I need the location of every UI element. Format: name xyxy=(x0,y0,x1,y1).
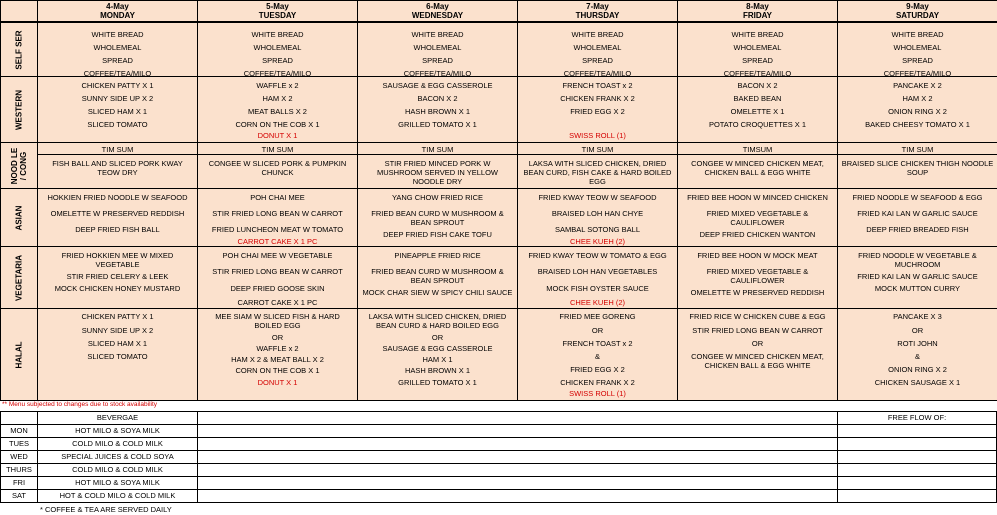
menu-item: DEEP FRIED FISH BALL xyxy=(75,225,160,234)
menu-item: WHITE BREAD xyxy=(251,30,304,39)
menu-item: TIMSUM xyxy=(742,145,773,154)
day-header-tuesday xyxy=(197,0,358,22)
menu-item: HAM X 2 xyxy=(262,94,293,103)
dessert-item: DONUT X 1 xyxy=(257,131,298,140)
menu-item: HASH BROWN X 1 xyxy=(404,366,470,375)
menu-cell xyxy=(677,22,838,77)
menu-item: SLICED TOMATO xyxy=(87,352,148,361)
menu-item: SPREAD xyxy=(902,56,933,65)
menu-item: CHICKEN PATTY X 1 xyxy=(81,312,154,321)
menu-item: OR xyxy=(431,333,444,342)
day-name: WEDNESDAY xyxy=(411,11,464,20)
menu-item: FRIED RICE W CHICKEN CUBE & EGG xyxy=(689,312,826,321)
beverage-footer: * COFFEE & TEA ARE SERVED DAILY xyxy=(40,505,172,514)
menu-cell xyxy=(837,246,997,309)
day-header-saturday xyxy=(837,0,997,22)
menu-cell xyxy=(837,188,997,247)
day-name: TUESDAY xyxy=(258,11,297,20)
menu-item: CORN ON THE COB X 1 xyxy=(235,366,320,375)
menu-cell xyxy=(357,22,518,77)
menu-item: LAKSA WITH SLICED CHICKEN, DRIED BEAN CURD & HARD BOILED EGG xyxy=(368,312,507,330)
menu-item: POH CHAI MEE xyxy=(250,193,305,202)
menu-item: WHITE BREAD xyxy=(891,30,944,39)
day-date: 5-May xyxy=(266,2,289,11)
tim-sum-divider xyxy=(38,154,197,155)
section-label-text: SELF SER xyxy=(14,29,24,70)
free-flow-cell xyxy=(837,424,997,438)
dessert-item: DONUT X 1 xyxy=(257,378,298,387)
menu-item: SPREAD xyxy=(742,56,773,65)
menu-cell xyxy=(517,142,678,189)
menu-item: HAM X 2 xyxy=(902,94,933,103)
menu-item: YANG CHOW FRIED RICE xyxy=(391,193,484,202)
day-date: 9-May xyxy=(906,2,929,11)
menu-item: WHOLEMEAL xyxy=(413,43,462,52)
menu-item: MOCK FISH OYSTER SAUCE xyxy=(546,284,649,293)
menu-item: STIR FRIED LONG BEAN W CARROT xyxy=(212,209,343,218)
menu-item: CONGEE W MINCED CHICKEN MEAT, CHICKEN BALL & EGG WHITE xyxy=(691,352,824,370)
dessert-item: SWISS ROLL (1) xyxy=(569,389,626,398)
menu-item: FRENCH TOAST x 2 xyxy=(562,81,633,90)
menu-item: COFFEE/TEA/MILO xyxy=(403,69,472,77)
menu-item: WHOLEMEAL xyxy=(93,43,142,52)
menu-cell xyxy=(197,188,358,247)
beverage-spacer xyxy=(197,437,838,451)
section-label-nood-le-cong xyxy=(0,142,38,189)
menu-cell xyxy=(677,142,838,189)
beverage-day: WED xyxy=(0,450,38,464)
menu-cell xyxy=(517,76,678,143)
dessert-item: CARROT CAKE X 1 PC xyxy=(237,237,318,246)
menu-item: SAMBAL SOTONG BALL xyxy=(554,225,641,234)
menu-cell xyxy=(357,246,518,309)
menu-item: ROTI JOHN xyxy=(897,339,938,348)
beverage-drink: HOT & COLD MILO & COLD MILK xyxy=(37,489,198,503)
menu-item: OR xyxy=(911,326,924,335)
tim-sum-divider xyxy=(198,154,357,155)
menu-item: COFFEE/TEA/MILO xyxy=(563,69,632,77)
menu-item: HAM X 1 xyxy=(422,355,453,364)
beverage-drink: SPECIAL JUICES & COLD SOYA xyxy=(37,450,198,464)
menu-item: STIR FRIED MINCED PORK W MUSHROOM SERVED IN YELLOW NOODLE DRY xyxy=(377,159,498,186)
menu-cell xyxy=(677,188,838,247)
beverage-drink: HOT MILO & SOYA MILK xyxy=(37,476,198,490)
menu-item: PINEAPPLE FRIED RICE xyxy=(394,251,481,260)
menu-item: SAUSAGE & EGG CASSEROLE xyxy=(382,344,493,353)
menu-item: CHICKEN SAUSAGE X 1 xyxy=(874,378,961,387)
menu-item: FRIED HOKKIEN MEE W MIXED VEGETABLE xyxy=(61,251,174,269)
menu-item: STIR FRIED LONG BEAN W CARROT xyxy=(212,267,343,276)
menu-item: & xyxy=(594,352,600,361)
menu-item: SLICED HAM X 1 xyxy=(87,339,148,348)
beverage-day: THURS xyxy=(0,463,38,477)
free-flow-cell xyxy=(837,489,997,503)
day-date: 7-May xyxy=(586,2,609,11)
day-date: 4-May xyxy=(106,2,129,11)
menu-item: FRIED KWAY TEOW W TOMATO & EGG xyxy=(528,251,667,260)
tim-sum-divider xyxy=(838,154,997,155)
menu-cell xyxy=(357,308,518,401)
tim-sum-divider xyxy=(678,154,837,155)
menu-item: OR xyxy=(591,326,604,335)
menu-cell xyxy=(197,308,358,401)
menu-item: FRIED MEE GORENG xyxy=(559,312,636,321)
beverage-day: SAT xyxy=(0,489,38,503)
menu-item: WAFFLE x 2 xyxy=(256,81,299,90)
menu-cell xyxy=(37,308,198,401)
free-flow-cell xyxy=(837,476,997,490)
menu-item: POH CHAI MEE W VEGETABLE xyxy=(222,251,333,260)
menu-item: MEAT BALLS X 2 xyxy=(248,107,307,116)
menu-item: FRIED MIXED VEGETABLE & CAULIFLOWER xyxy=(706,267,809,285)
beverage-spacer xyxy=(197,411,838,425)
availability-note: ** Menu subjected to changes due to stock availability xyxy=(2,401,158,408)
menu-item: CHICKEN PATTY X 1 xyxy=(81,81,154,90)
free-flow-cell xyxy=(837,437,997,451)
dessert-item: CHEE KUEH (2) xyxy=(569,298,625,307)
tim-sum-divider xyxy=(518,154,677,155)
menu-item: SLICED TOMATO xyxy=(87,120,148,129)
menu-item: MOCK CHAR SIEW W SPICY CHILI SAUCE xyxy=(362,288,513,297)
menu-item: WHOLEMEAL xyxy=(253,43,302,52)
menu-item: MOCK MUTTON CURRY xyxy=(874,284,961,293)
menu-item: OMELETTE W PRESERVED REDDISH xyxy=(50,209,185,218)
menu-item: COFFEE/TEA/MILO xyxy=(723,69,792,77)
menu-item: FRIED MIXED VEGETABLE & CAULIFLOWER xyxy=(706,209,809,227)
menu-item: GRILLED TOMATO X 1 xyxy=(398,378,477,387)
menu-item: TIM SUM xyxy=(581,145,614,154)
menu-item: LAKSA WITH SLICED CHICKEN, DRIED BEAN CURD, FISH CAKE & HARD BOILED EGG xyxy=(523,159,672,186)
menu-item: DEEP FRIED FISH CAKE TOFU xyxy=(383,230,492,239)
menu-cell xyxy=(677,308,838,401)
menu-item: BAKED CHEESY TOMATO X 1 xyxy=(865,120,970,129)
menu-item: PANCAKE X 2 xyxy=(893,81,942,90)
beverage-spacer xyxy=(197,424,838,438)
menu-cell xyxy=(37,246,198,309)
menu-item: WAFFLE x 2 xyxy=(256,344,299,353)
menu-cell xyxy=(677,76,838,143)
menu-cell xyxy=(197,142,358,189)
corner-cell xyxy=(0,0,38,22)
menu-item: FRIED KAI LAN W GARLIC SAUCE xyxy=(857,209,978,218)
menu-item: BRAISED LOH HAN VEGETABLES xyxy=(537,267,658,276)
section-label-vegetaria xyxy=(0,246,38,309)
menu-item: POTATO CROQUETTES X 1 xyxy=(708,120,807,129)
day-name: SATURDAY xyxy=(895,11,940,20)
section-label-western xyxy=(0,76,38,143)
menu-item: CHICKEN FRANK X 2 xyxy=(560,94,635,103)
section-label-text: ASIAN xyxy=(14,205,24,230)
menu-cell xyxy=(837,308,997,401)
menu-cell xyxy=(517,188,678,247)
free-flow-header: FREE FLOW OF: xyxy=(837,411,997,425)
menu-item: OMELETTE W PRESERVED REDDISH xyxy=(690,288,825,297)
section-label-text: NOOD LE / CONG xyxy=(10,147,28,184)
menu-cell xyxy=(517,308,678,401)
menu-cell xyxy=(357,76,518,143)
menu-cell xyxy=(677,246,838,309)
beverage-drink: COLD MILO & COLD MILK xyxy=(37,437,198,451)
day-date: 6-May xyxy=(426,2,449,11)
section-label-asian xyxy=(0,188,38,247)
menu-item: & xyxy=(914,352,920,361)
menu-item: CONGEE W MINCED CHICKEN MEAT, CHICKEN BALL & EGG WHITE xyxy=(691,159,824,177)
day-name: THURSDAY xyxy=(575,11,620,20)
menu-item: ONION RING X 2 xyxy=(888,365,947,374)
section-label-self-ser xyxy=(0,22,38,77)
menu-item: CHICKEN FRANK X 2 xyxy=(560,378,635,387)
menu-item: FRIED NOODLE W SEAFOOD & EGG xyxy=(852,193,983,202)
menu-item: TIM SUM xyxy=(261,145,294,154)
menu-cell xyxy=(197,76,358,143)
menu-item: FRIED KWAY TEOW W SEAFOOD xyxy=(538,193,657,202)
menu-item: MOCK CHICKEN HONEY MUSTARD xyxy=(54,284,181,293)
section-label-text: VEGETARIA xyxy=(14,254,24,301)
menu-item: FRIED LUNCHEON MEAT W TOMATO xyxy=(211,225,344,234)
menu-item: FRIED KAI LAN W GARLIC SAUCE xyxy=(857,272,978,281)
menu-item: SPREAD xyxy=(102,56,133,65)
menu-item: HAM X 2 & MEAT BALL X 2 xyxy=(231,355,324,364)
beverage-spacer xyxy=(197,476,838,490)
menu-item: FRENCH TOAST x 2 xyxy=(562,339,633,348)
menu-item: SLICED HAM X 1 xyxy=(87,107,148,116)
beverage-day: MON xyxy=(0,424,38,438)
free-flow-cell xyxy=(837,463,997,477)
menu-item: DEEP FRIED CHICKEN WANTON xyxy=(699,230,816,239)
day-header-friday xyxy=(677,0,838,22)
menu-item: FRIED BEE HOON W MOCK MEAT xyxy=(697,251,818,260)
menu-cell xyxy=(37,76,198,143)
menu-item: GRILLED TOMATO X 1 xyxy=(398,120,477,129)
section-label-text: WESTERN xyxy=(14,89,24,130)
menu-item: TIM SUM xyxy=(421,145,454,154)
menu-item: SAUSAGE & EGG CASSEROLE xyxy=(382,81,493,90)
day-header-monday xyxy=(37,0,198,22)
menu-item: BACON X 2 xyxy=(417,94,458,103)
menu-cell xyxy=(517,246,678,309)
menu-item: WHITE BREAD xyxy=(91,30,144,39)
menu-item: SUNNY SIDE UP X 2 xyxy=(81,326,154,335)
day-name: MONDAY xyxy=(100,11,135,20)
menu-item: FRIED BEE HOON W MINCED CHICKEN xyxy=(687,193,828,202)
menu-item: BAKED BEAN xyxy=(733,94,782,103)
menu-cell xyxy=(37,188,198,247)
menu-item: FRIED EGG X 2 xyxy=(570,365,625,374)
menu-item: FRIED BEAN CURD W MUSHROOM & BEAN SPROUT xyxy=(371,267,504,285)
menu-item: FRIED BEAN CURD W MUSHROOM & BEAN SPROUT xyxy=(371,209,504,227)
beverage-day: TUES xyxy=(0,437,38,451)
menu-item: TIM SUM xyxy=(901,145,934,154)
menu-item: HASH BROWN X 1 xyxy=(404,107,470,116)
menu-item: MEE SIAM W SLICED FISH & HARD BOILED EGG xyxy=(215,312,340,330)
menu-item: OMELETTE X 1 xyxy=(730,107,785,116)
section-label-halal xyxy=(0,308,38,401)
section-label-text: HALAL xyxy=(14,340,24,369)
menu-item: COFFEE/TEA/MILO xyxy=(83,69,152,77)
menu-cell xyxy=(837,76,997,143)
menu-item: WHITE BREAD xyxy=(571,30,624,39)
menu-item: WHOLEMEAL xyxy=(733,43,782,52)
beverage-spacer xyxy=(197,450,838,464)
menu-cell xyxy=(357,188,518,247)
day-header-thursday xyxy=(517,0,678,22)
menu-item: SPREAD xyxy=(582,56,613,65)
menu-item: CORN ON THE COB X 1 xyxy=(235,120,320,129)
menu-item: WHITE BREAD xyxy=(731,30,784,39)
day-header-wednesday xyxy=(357,0,518,22)
menu-item: DEEP FRIED GOOSE SKIN xyxy=(230,284,325,293)
menu-item: CARROT CAKE X 1 PC xyxy=(237,298,318,307)
free-flow-cell xyxy=(837,450,997,464)
menu-item: COFFEE/TEA/MILO xyxy=(883,69,952,77)
menu-item: PANCAKE X 3 xyxy=(893,312,942,321)
menu-item: WHITE BREAD xyxy=(411,30,464,39)
menu-item: WHOLEMEAL xyxy=(893,43,942,52)
dessert-item: CHEE KUEH (2) xyxy=(569,237,625,246)
day-name: FRIDAY xyxy=(742,11,773,20)
menu-item: COFFEE/TEA/MILO xyxy=(243,69,312,77)
menu-item: CONGEE W SLICED PORK & PUMPKIN CHUNCK xyxy=(208,159,347,177)
menu-item: WHOLEMEAL xyxy=(573,43,622,52)
menu-item: OR xyxy=(271,333,284,342)
menu-item: TIM SUM xyxy=(101,145,134,154)
beverage-header: BEVERGAE xyxy=(37,411,198,425)
menu-item: HOKKIEN FRIED NOODLE W SEAFOOD xyxy=(47,193,188,202)
menu-item: BRAISED SLICE CHICKEN THIGH NOODLE SOUP xyxy=(841,159,994,177)
menu-cell xyxy=(357,142,518,189)
menu-item: BACON X 2 xyxy=(737,81,778,90)
beverage-spacer xyxy=(197,489,838,503)
menu-cell xyxy=(37,142,198,189)
menu-item: STIR FRIED CELERY & LEEK xyxy=(66,272,169,281)
menu-cell xyxy=(837,22,997,77)
menu-item: ONION RING X 2 xyxy=(888,107,947,116)
beverage-drink: HOT MILO & SOYA MILK xyxy=(37,424,198,438)
menu-cell xyxy=(197,22,358,77)
menu-item: SPREAD xyxy=(422,56,453,65)
dessert-item: SWISS ROLL (1) xyxy=(569,131,626,140)
menu-item: FRIED NOODLE W VEGETABLE & MUCHROOM xyxy=(858,251,977,269)
menu-item: BRAISED LOH HAN CHYE xyxy=(551,209,644,218)
menu-cell xyxy=(517,22,678,77)
menu-item: OR xyxy=(751,339,764,348)
tim-sum-divider xyxy=(358,154,517,155)
beverage-spacer xyxy=(197,463,838,477)
beverage-corner xyxy=(0,411,38,425)
menu-item: STIR FRIED LONG BEAN W CARROT xyxy=(692,326,823,335)
menu-item: FRIED EGG X 2 xyxy=(570,107,625,116)
beverage-day: FRI xyxy=(0,476,38,490)
day-date: 8-May xyxy=(746,2,769,11)
menu-cell xyxy=(197,246,358,309)
menu-cell xyxy=(837,142,997,189)
menu-item: SUNNY SIDE UP X 2 xyxy=(81,94,154,103)
menu-item: FISH BALL AND SLICED PORK KWAY TEOW DRY xyxy=(52,159,183,177)
beverage-drink: COLD MILO & COLD MILK xyxy=(37,463,198,477)
menu-cell xyxy=(37,22,198,77)
menu-item: SPREAD xyxy=(262,56,293,65)
menu-item: DEEP FRIED BREADED FISH xyxy=(866,225,969,234)
